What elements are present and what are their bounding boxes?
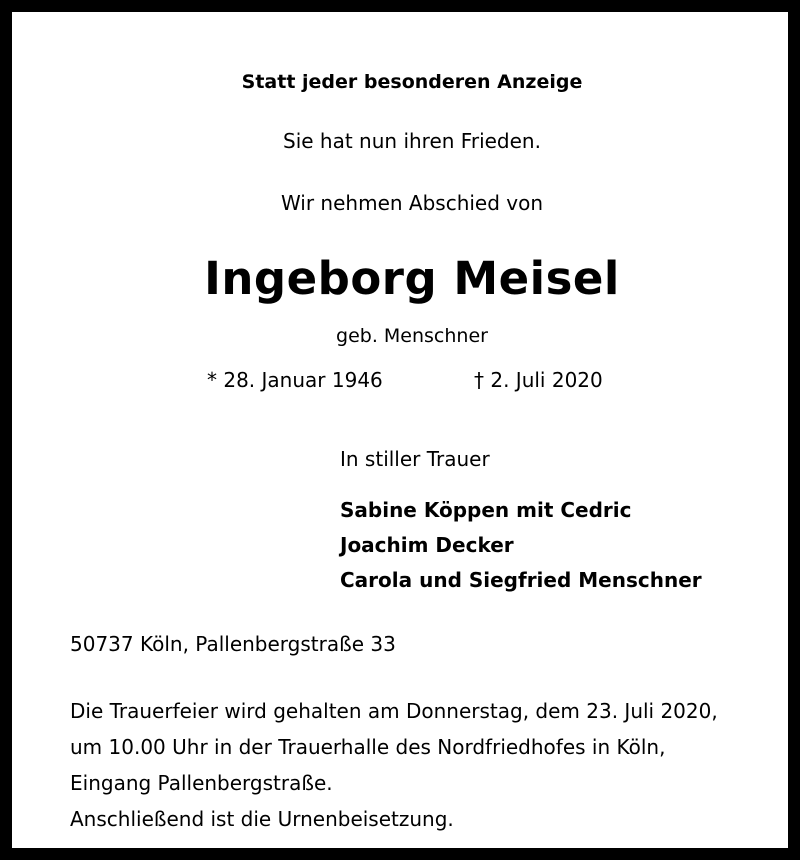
mourner-name: Sabine Köppen mit Cedric: [340, 498, 632, 522]
service-line: Eingang Pallenbergstraße.: [70, 771, 333, 795]
family-address: 50737 Köln, Pallenbergstraße 33: [70, 632, 396, 656]
farewell-line: Wir nehmen Abschied von: [280, 191, 544, 215]
mourning-label: In stiller Trauer: [340, 447, 490, 471]
birth-date: * 28. Januar 1946: [207, 368, 383, 392]
mourner-name: Joachim Decker: [340, 533, 514, 557]
mourner-name: Carola und Siegfried Menschner: [340, 568, 702, 592]
service-line: Anschließend ist die Urnenbeisetzung.: [70, 807, 454, 831]
mourners-list: [340, 493, 702, 598]
service-details: [70, 693, 718, 837]
maiden-name: geb. Menschner: [336, 325, 488, 347]
service-line: Die Trauerfeier wird gehalten am Donnerstag, dem 23. Juli 2020,: [70, 699, 718, 723]
notice-header: Statt jeder besonderen Anzeige: [241, 71, 583, 93]
service-line: um 10.00 Uhr in der Trauerhalle des Nordfriedhofes in Köln,: [70, 735, 666, 759]
quote-line: Sie hat nun ihren Frieden.: [283, 129, 541, 153]
death-date: † 2. Juli 2020: [474, 368, 603, 392]
deceased-name: Ingeborg Meisel: [204, 252, 620, 305]
